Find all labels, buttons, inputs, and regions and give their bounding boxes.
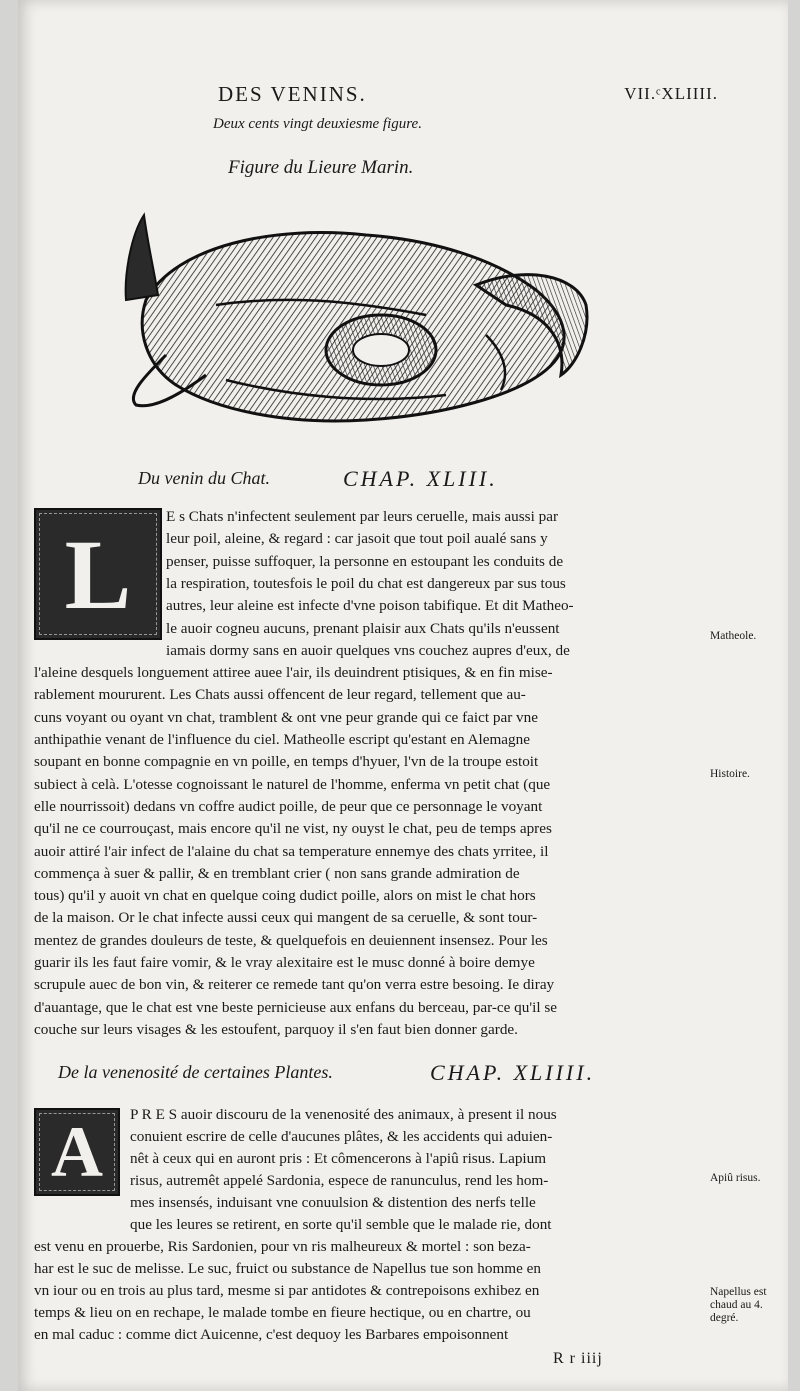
text-line: E s Chats n'infectent seulement par leurs ceruelle, mais aussi par — [166, 508, 558, 525]
text-line: P R E S auoir discouru de la venenosité des animaux, à present il nous — [130, 1106, 557, 1123]
text-line: elle nourrissoit) dedans vn coffre audict poille, de peur que ce personnage le voyant — [34, 797, 543, 815]
text-line: nêt à ceux qui en auront pris : Et cômencerons à l'apiû risus. Lapium — [130, 1150, 547, 1167]
initial-letter: L — [64, 518, 132, 630]
chapter-title: Du venin du Chat. — [138, 468, 270, 488]
text-line: que les leures se retirent, en sorte qu'il semble que le malade rie, dont — [130, 1216, 552, 1233]
text-line: mentez de grandes douleurs de teste, & quelquefois en deuiennent insensez. Pour les — [34, 931, 548, 949]
text-line: soupant en bonne compagnie en vn poille, en temps d'hyuer, l'vn de la troupe estoit — [34, 753, 539, 771]
chapter-number: CHAP. XLIIII. — [430, 1060, 596, 1085]
text-line: couche sur leurs visages & les estoufent, parquoy il s'en faut bien donner garde. — [34, 1020, 518, 1038]
page-header — [18, 82, 788, 112]
figure-title: Figure du Lieure Marin. — [228, 157, 414, 178]
text-line: anthipathie venant de l'influence du ciel. Matheolle escript qu'estant en Alemagne — [34, 731, 530, 748]
decorated-initial-A — [34, 1108, 120, 1196]
text-line: d'auantage, que le chat est vne beste pernicieuse aux enfans du berceau, par-ce qu'il se — [34, 998, 557, 1016]
text-line: tous) qu'il y auoit vn chat en quelque coing dudict poille, alors on mist le chat hors — [34, 887, 536, 905]
chapter-title: De la venenosité de certaines Plantes. — [58, 1062, 333, 1082]
chapter-heading-43 — [18, 468, 788, 496]
margin-note-line: degré. — [710, 1312, 739, 1324]
text-line: de la maison. Or le chat infecte aussi ceux qui mangent de sa ceruelle, & sont tour- — [34, 909, 538, 927]
chapter-number: CHAP. XLIII. — [343, 466, 498, 491]
text-line: iamais dormy sans en auoir quelques vns couchez aupres d'eux, de — [166, 641, 570, 659]
text-line: scrupule auec de bon vin, & reiterer ce remede tant qu'on verra estre besoing. Ie diray — [34, 976, 555, 994]
text-line: cuns voyant ou oyant vn chat, tramblent & ont vne peur grande qui ce faict par vne — [34, 708, 538, 726]
text-line: le auoir cogneu aucuns, prenant plaisir aux Chats qu'ils n'eussent — [166, 619, 560, 637]
text-line: l'aleine desquels longuement attiree auee l'air, ils deuindrent ptisiques, & en fin mise- — [34, 664, 553, 682]
text-line: en mal caduc : comme dict Auicenne, c'est dequoy les Barbares empoisonnent — [34, 1326, 509, 1343]
margin-note-line: chaud au 4. — [710, 1299, 763, 1311]
text-line: mes insensés, induisant vne conuulsion & distention des nerfs telle — [130, 1194, 536, 1211]
initial-ornament — [39, 1113, 115, 1191]
text-line: vn iour ou en trois au plus tard, mesme si par antidotes & contrepoisons exhibez en — [34, 1282, 540, 1299]
margin-note-matheole: Matheole. — [710, 630, 757, 642]
text-line: penser, puisse suffoquer, la personne en estoupant les conduits de — [166, 552, 564, 570]
text-line: risus, autremêt appelé Sardonia, espece de ranunculus, rend les hom- — [130, 1172, 549, 1189]
signature-mark: R r iiij — [553, 1350, 603, 1367]
text-line: est venu en prouerbe, Ris Sardonien, pour vn ris malheureux & mortel : son beza- — [34, 1238, 531, 1255]
running-head: DES VENINS. — [218, 82, 367, 106]
text-line: commença à suer & pallir, & en tremblant crier ( non sans grande admiration de — [34, 864, 520, 882]
text-line: conuient escrire de celle d'aucunes plâtes, & les accidents qui aduien- — [130, 1128, 553, 1145]
margin-note-line: Napellus est — [710, 1286, 767, 1298]
text-line: autres, leur aleine est infecte d'vne poison tabifique. Et dit Matheo- — [166, 597, 574, 615]
margin-note-napellus — [710, 1286, 767, 1325]
sea-hare-woodcut-illustration — [106, 205, 596, 455]
text-line: la respiration, toutesfois le poil du chat est dangereux par sus tous — [166, 574, 566, 592]
text-line: leur poil, aleine, & regard : car jasoit que tout poil aualé sans y — [166, 530, 548, 548]
margin-note-apiu: Apiû risus. — [710, 1172, 761, 1184]
text-line: qu'il ne ce courrouçast, mais encore qu'il ne vist, ny ouyst le chat, peu de temps apres — [34, 820, 552, 838]
initial-ornament — [39, 513, 157, 635]
folio-number: VII.ᶜXLIIII. — [624, 84, 718, 103]
text-line: guarir ils les faut faire vomir, & le vray alexitaire est le musc donné à boire demye — [34, 954, 535, 971]
text-line: auoir attiré l'air infect de l'alaine du chat sa temperature ennemye des chats yrritee, il — [34, 842, 549, 860]
text-line: har est le suc de melisse. Le suc, fruict ou substance de Napellus tue son homme en — [34, 1260, 541, 1277]
initial-letter: A — [51, 1111, 103, 1192]
text-line: rablement moururent. Les Chats aussi offencent de leur regard, tellement que au- — [34, 686, 526, 704]
margin-note-histoire: Histoire. — [710, 768, 750, 780]
chapter-heading-44 — [18, 1062, 788, 1090]
text-line: subiect à celà. L'otesse cognoissant le naturel de l'homme, enferma vn petit chat (que — [34, 775, 551, 793]
figure-number-caption: Deux cents vingt deuxiesme figure. — [213, 116, 422, 132]
decorated-initial-L — [34, 508, 162, 640]
text-line: temps & lieu on en rechape, le malade tombe en fieure hectique, ou en chartre, ou — [34, 1304, 531, 1321]
book-page — [18, 0, 788, 1391]
